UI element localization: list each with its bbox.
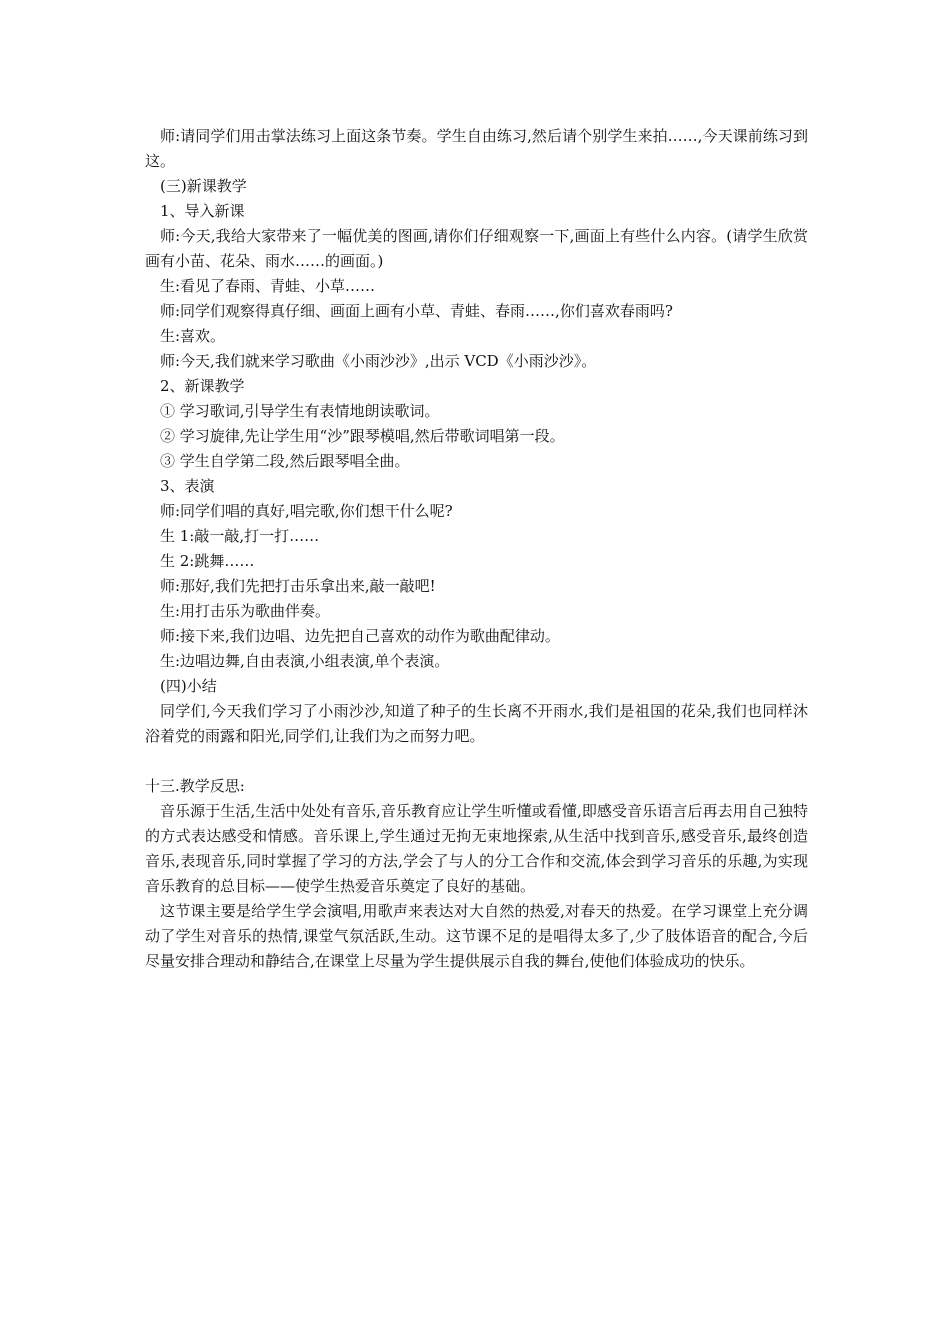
subheading-new-lesson-teaching: 2、新课教学: [160, 377, 245, 395]
dialogue-line: 生:看见了春雨、青蛙、小草……: [160, 277, 376, 295]
dialogue-line: 师:今天,我们就来学习歌曲《小雨沙沙》,出示 VCD《小雨沙沙》。: [160, 352, 597, 370]
list-item: ③ 学生自学第二段,然后跟琴唱全曲。: [160, 452, 410, 470]
teacher-intro-paragraph: 师:今天,我给大家带来了一幅优美的图画,请你们仔细观察一下,画面上有些什么内容。(请学生欣赏画有小苗、花朵、雨水……的画面。): [145, 227, 808, 270]
dialogue-line: 生:边唱边舞,自由表演,小组表演,单个表演。: [160, 652, 450, 670]
blank-line: [145, 749, 808, 774]
dialogue-line: 师:那好,我们先把打击乐拿出来,敲一敲吧!: [160, 577, 436, 595]
section-heading-new-lesson: (三)新课教学: [160, 177, 247, 195]
dialogue-line: 师:同学们唱的真好,唱完歌,你们想干什么呢?: [160, 502, 453, 520]
reflection-paragraph-2: 这节课主要是给学生学会演唱,用歌声来表达对大自然的热爱,对春天的热爱。在学习课堂上充分调动了学生对音乐的热情,课堂气氛活跃,生动。这节课不足的是唱得太多了,少了肢体语音的配合,今后尽量安排合理动和静结合,在课堂上尽量为学生提供展示自我的舞台,使他们体验成功的快乐。: [145, 902, 808, 970]
dialogue-line: 师:同学们观察得真仔细、画面上画有小草、青蛙、春雨……,你们喜欢春雨吗?: [160, 302, 673, 320]
subheading-introduction: 1、导入新课: [160, 202, 245, 220]
document-body: [145, 124, 808, 974]
reflection-heading: 十三.教学反思:: [145, 777, 245, 795]
list-item: ① 学习歌词,引导学生有表情地朗读歌词。: [160, 402, 440, 420]
summary-paragraph: 同学们,今天我们学习了小雨沙沙,知道了种子的生长离不开雨水,我们是祖国的花朵,我们也同样沐浴着党的雨露和阳光,同学们,让我们为之而努力吧。: [145, 702, 808, 745]
subheading-performance: 3、表演: [160, 477, 215, 495]
intro-paragraph: 师:请同学们用击掌法练习上面这条节奏。学生自由练习,然后请个别学生来拍……,今天课前练习到这。: [145, 127, 808, 170]
section-heading-summary: (四)小结: [160, 677, 217, 695]
dialogue-line: 生:用打击乐为歌曲伴奏。: [160, 602, 331, 620]
list-item: ② 学习旋律,先让学生用“沙”跟琴模唱,然后带歌词唱第一段。: [160, 427, 565, 445]
dialogue-line: 师:接下来,我们边唱、边先把自己喜欢的动作为歌曲配律动。: [160, 627, 560, 645]
dialogue-line: 生:喜欢。: [160, 327, 226, 345]
reflection-paragraph-1: 音乐源于生活,生活中处处有音乐,音乐教育应让学生听懂或看懂,即感受音乐语言后再去用自己独特的方式表达感受和情感。音乐课上,学生通过无拘无束地探索,从生活中找到音乐,感受音乐,最终创造音乐,表现音乐,同时掌握了学习的方法,学会了与人的分工合作和交流,体会到学习音乐的乐趣,为实现音乐教育的总目标——使学生热爱音乐奠定了良好的基础。: [145, 802, 808, 895]
dialogue-line: 生 2:跳舞……: [160, 552, 255, 570]
dialogue-line: 生 1:敲一敲,打一打……: [160, 527, 320, 545]
